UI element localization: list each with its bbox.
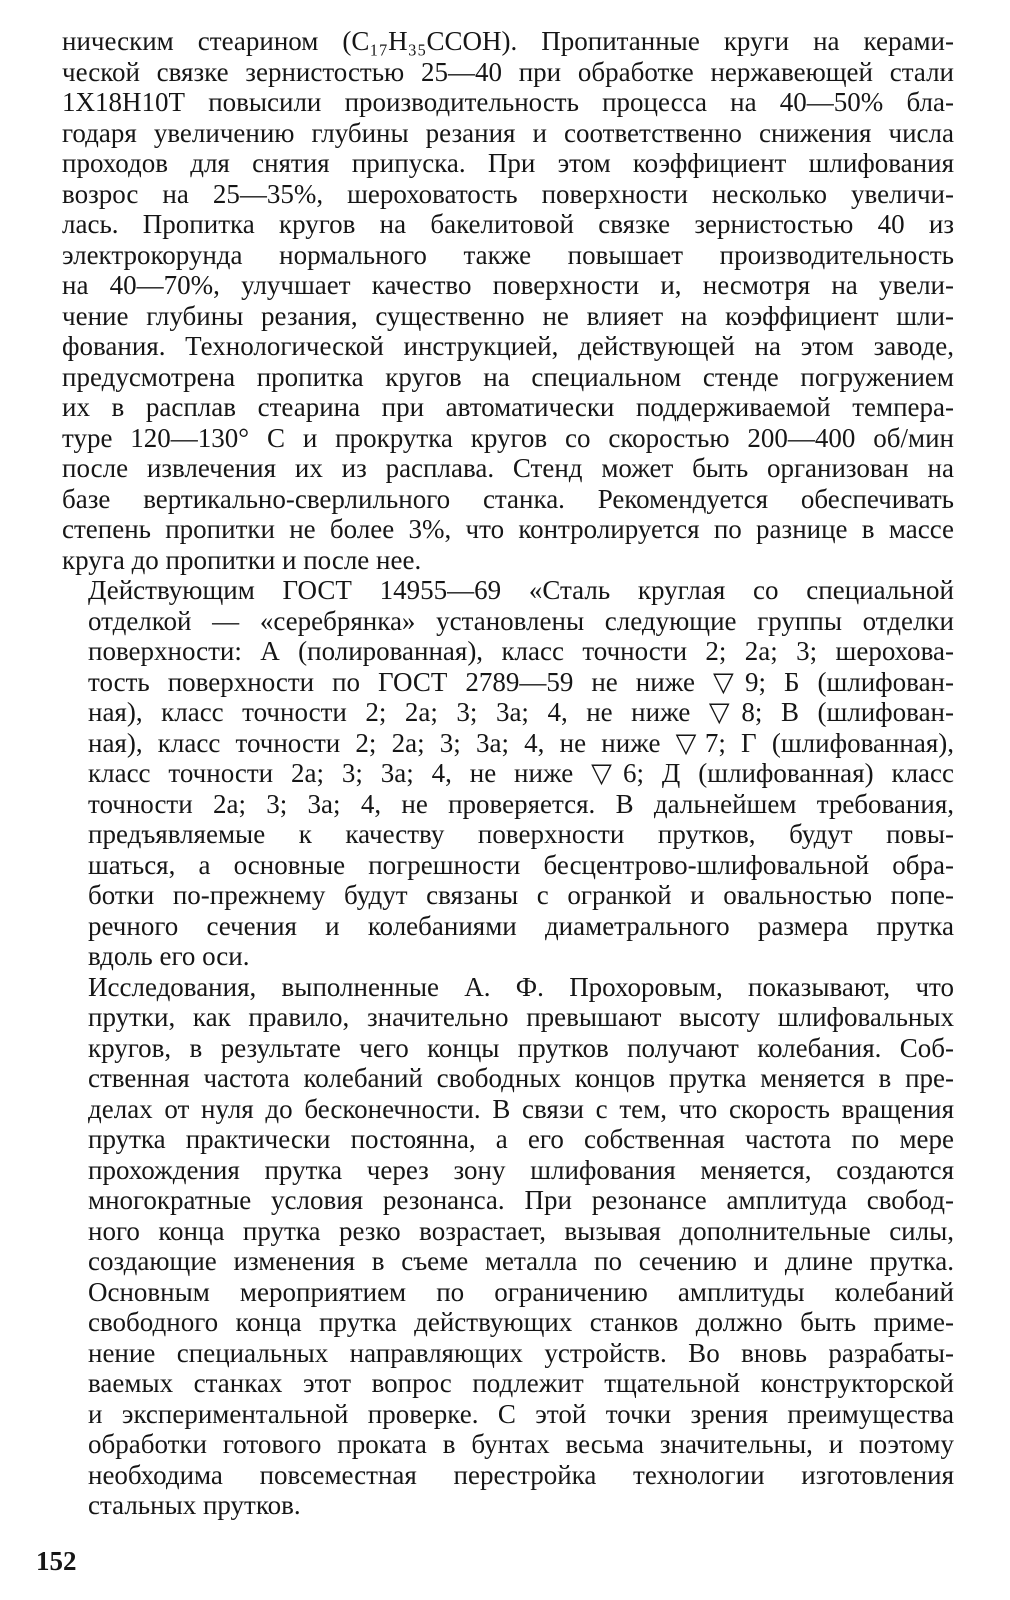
text-line: стальных прутков.	[88, 1490, 301, 1520]
text-line: ного конца прутка резко возрастает, вызывая дополнительные силы,	[88, 1215, 954, 1246]
text-line: класс точности 2а; 3; 3а; 4, не ниже ▽6; Д (шлифованная) класс	[88, 758, 954, 788]
paragraph-2	[62, 575, 954, 972]
text-line: предъявляемые к качеству поверхности прутков, будут повы-	[88, 819, 954, 849]
text-line: ственная частота колебаний свободных концов прутка меняется в пре-	[88, 1063, 954, 1093]
text-line: на 40—70%, улучшает качество поверхности и, несмотря на увели-	[62, 270, 954, 300]
text-line: и экспериментальной проверке. С этой точки зрения преимущества	[88, 1398, 954, 1429]
text-line: создающие изменения в съеме металла по сечению и длине прутка.	[88, 1246, 954, 1276]
text-line: ческой связке зернистостью 25—40 при обработке нержавеющей стали	[62, 56, 954, 87]
text-line: 1Х18Н10Т повысили производительность процесса на 40—50% бла-	[62, 87, 954, 117]
text-line: проходов для снятия припуска. При этом коэффициент шлифования	[62, 148, 954, 178]
text-line: тость поверхности по ГОСТ 2789—59 не ниже ▽9; Б (шлифован-	[88, 666, 954, 697]
text-line: прутки, как правило, значительно превышают высоту шлифовальных	[88, 1002, 954, 1032]
text-line: свободного конца прутка действующих станков должно быть приме-	[88, 1307, 954, 1337]
text-line: круга до пропитки и после нее.	[62, 544, 422, 575]
text-line: ническим стеарином (C₁₇H₃₅CCOH). Пропитанные круги на керами-	[62, 26, 954, 56]
text-line: предусмотрена пропитка кругов на специальном стенде погружением	[62, 361, 954, 392]
page-number: 152	[36, 1546, 77, 1576]
text-line: Исследования, выполненные А. Ф. Прохоровым, показывают, что	[88, 971, 954, 1002]
text-line: ная), класс точности 2; 2а; 3; 3а; 4, не ниже ▽7; Г (шлифованная),	[88, 727, 954, 758]
text-line: электрокорунда нормального также повышает производительность	[62, 239, 954, 270]
text-line: речного сечения и колебаниями диаметрального размера прутка	[88, 910, 954, 941]
text-line: шаться, а основные погрешности бесцентрово-шлифовальной обра-	[88, 849, 954, 880]
text-line: ная), класс точности 2; 2а; 3; 3а; 4, не ниже ▽8; В (шлифован-	[88, 697, 954, 727]
text-line: необходима повсеместная перестройка технологии изготовления	[88, 1459, 954, 1490]
text-line: прохождения прутка через зону шлифования меняется, создаются	[88, 1154, 954, 1185]
text-line: чение глубины резания, существенно не влияет на коэффициент шли-	[62, 300, 954, 331]
page-body	[62, 26, 954, 1521]
text-line: поверхности: А (полированная), класс точности 2; 2а; 3; шерохова-	[88, 636, 954, 666]
paragraph-3	[62, 972, 954, 1521]
text-line: нение специальных направляющих устройств. Во вновь разрабаты-	[88, 1337, 954, 1368]
text-line: кругов, в результате чего концы прутков получают колебания. Соб-	[88, 1032, 954, 1063]
text-line: степень пропитки не более 3%, что контролируется по разнице в массе	[62, 514, 954, 544]
text-line: Действующим ГОСТ 14955—69 «Сталь круглая со специальной	[88, 575, 954, 605]
text-line: годаря увеличению глубины резания и соответственно снижения числа	[62, 117, 954, 148]
text-line: делах от нуля до бесконечности. В связи с тем, что скорость вращения	[88, 1093, 954, 1124]
text-line: возрос на 25—35%, шероховатость поверхности несколько увеличи-	[62, 178, 954, 209]
text-line: лась. Пропитка кругов на бакелитовой связке зернистостью 40 из	[62, 209, 954, 239]
text-line: прутка практически постоянна, а его собственная частота по мере	[88, 1124, 954, 1154]
text-line: фования. Технологической инструкцией, действующей на этом заводе,	[62, 331, 954, 361]
text-line: базе вертикально-сверлильного станка. Рекомендуется обеспечивать	[62, 483, 954, 514]
paragraph-1	[62, 26, 954, 575]
text-line: ботки по-прежнему будут связаны с огранкой и овальностью попе-	[88, 880, 954, 910]
text-line: после извлечения их из расплава. Стенд может быть организован на	[62, 453, 954, 483]
text-line: ваемых станках этот вопрос подлежит тщательной конструкторской	[88, 1368, 954, 1398]
text-line: их в расплав стеарина при автоматически поддерживаемой темпера-	[62, 392, 954, 422]
text-line: многократные условия резонанса. При резонансе амплитуда свобод-	[88, 1185, 954, 1215]
text-line: вдоль его оси.	[88, 941, 250, 971]
text-line: отделкой — «серебрянка» установлены следующие группы отделки	[88, 605, 954, 636]
text-line: туре 120—130° С и прокрутка кругов со скоростью 200—400 об/мин	[62, 422, 954, 453]
text-line: Основным мероприятием по ограничению амплитуды колебаний	[88, 1276, 954, 1307]
text-line: точности 2а; 3; 3а; 4, не проверяется. В дальнейшем требования,	[88, 788, 954, 819]
text-line: обработки готового проката в бунтах весьма значительны, и поэтому	[88, 1429, 954, 1459]
